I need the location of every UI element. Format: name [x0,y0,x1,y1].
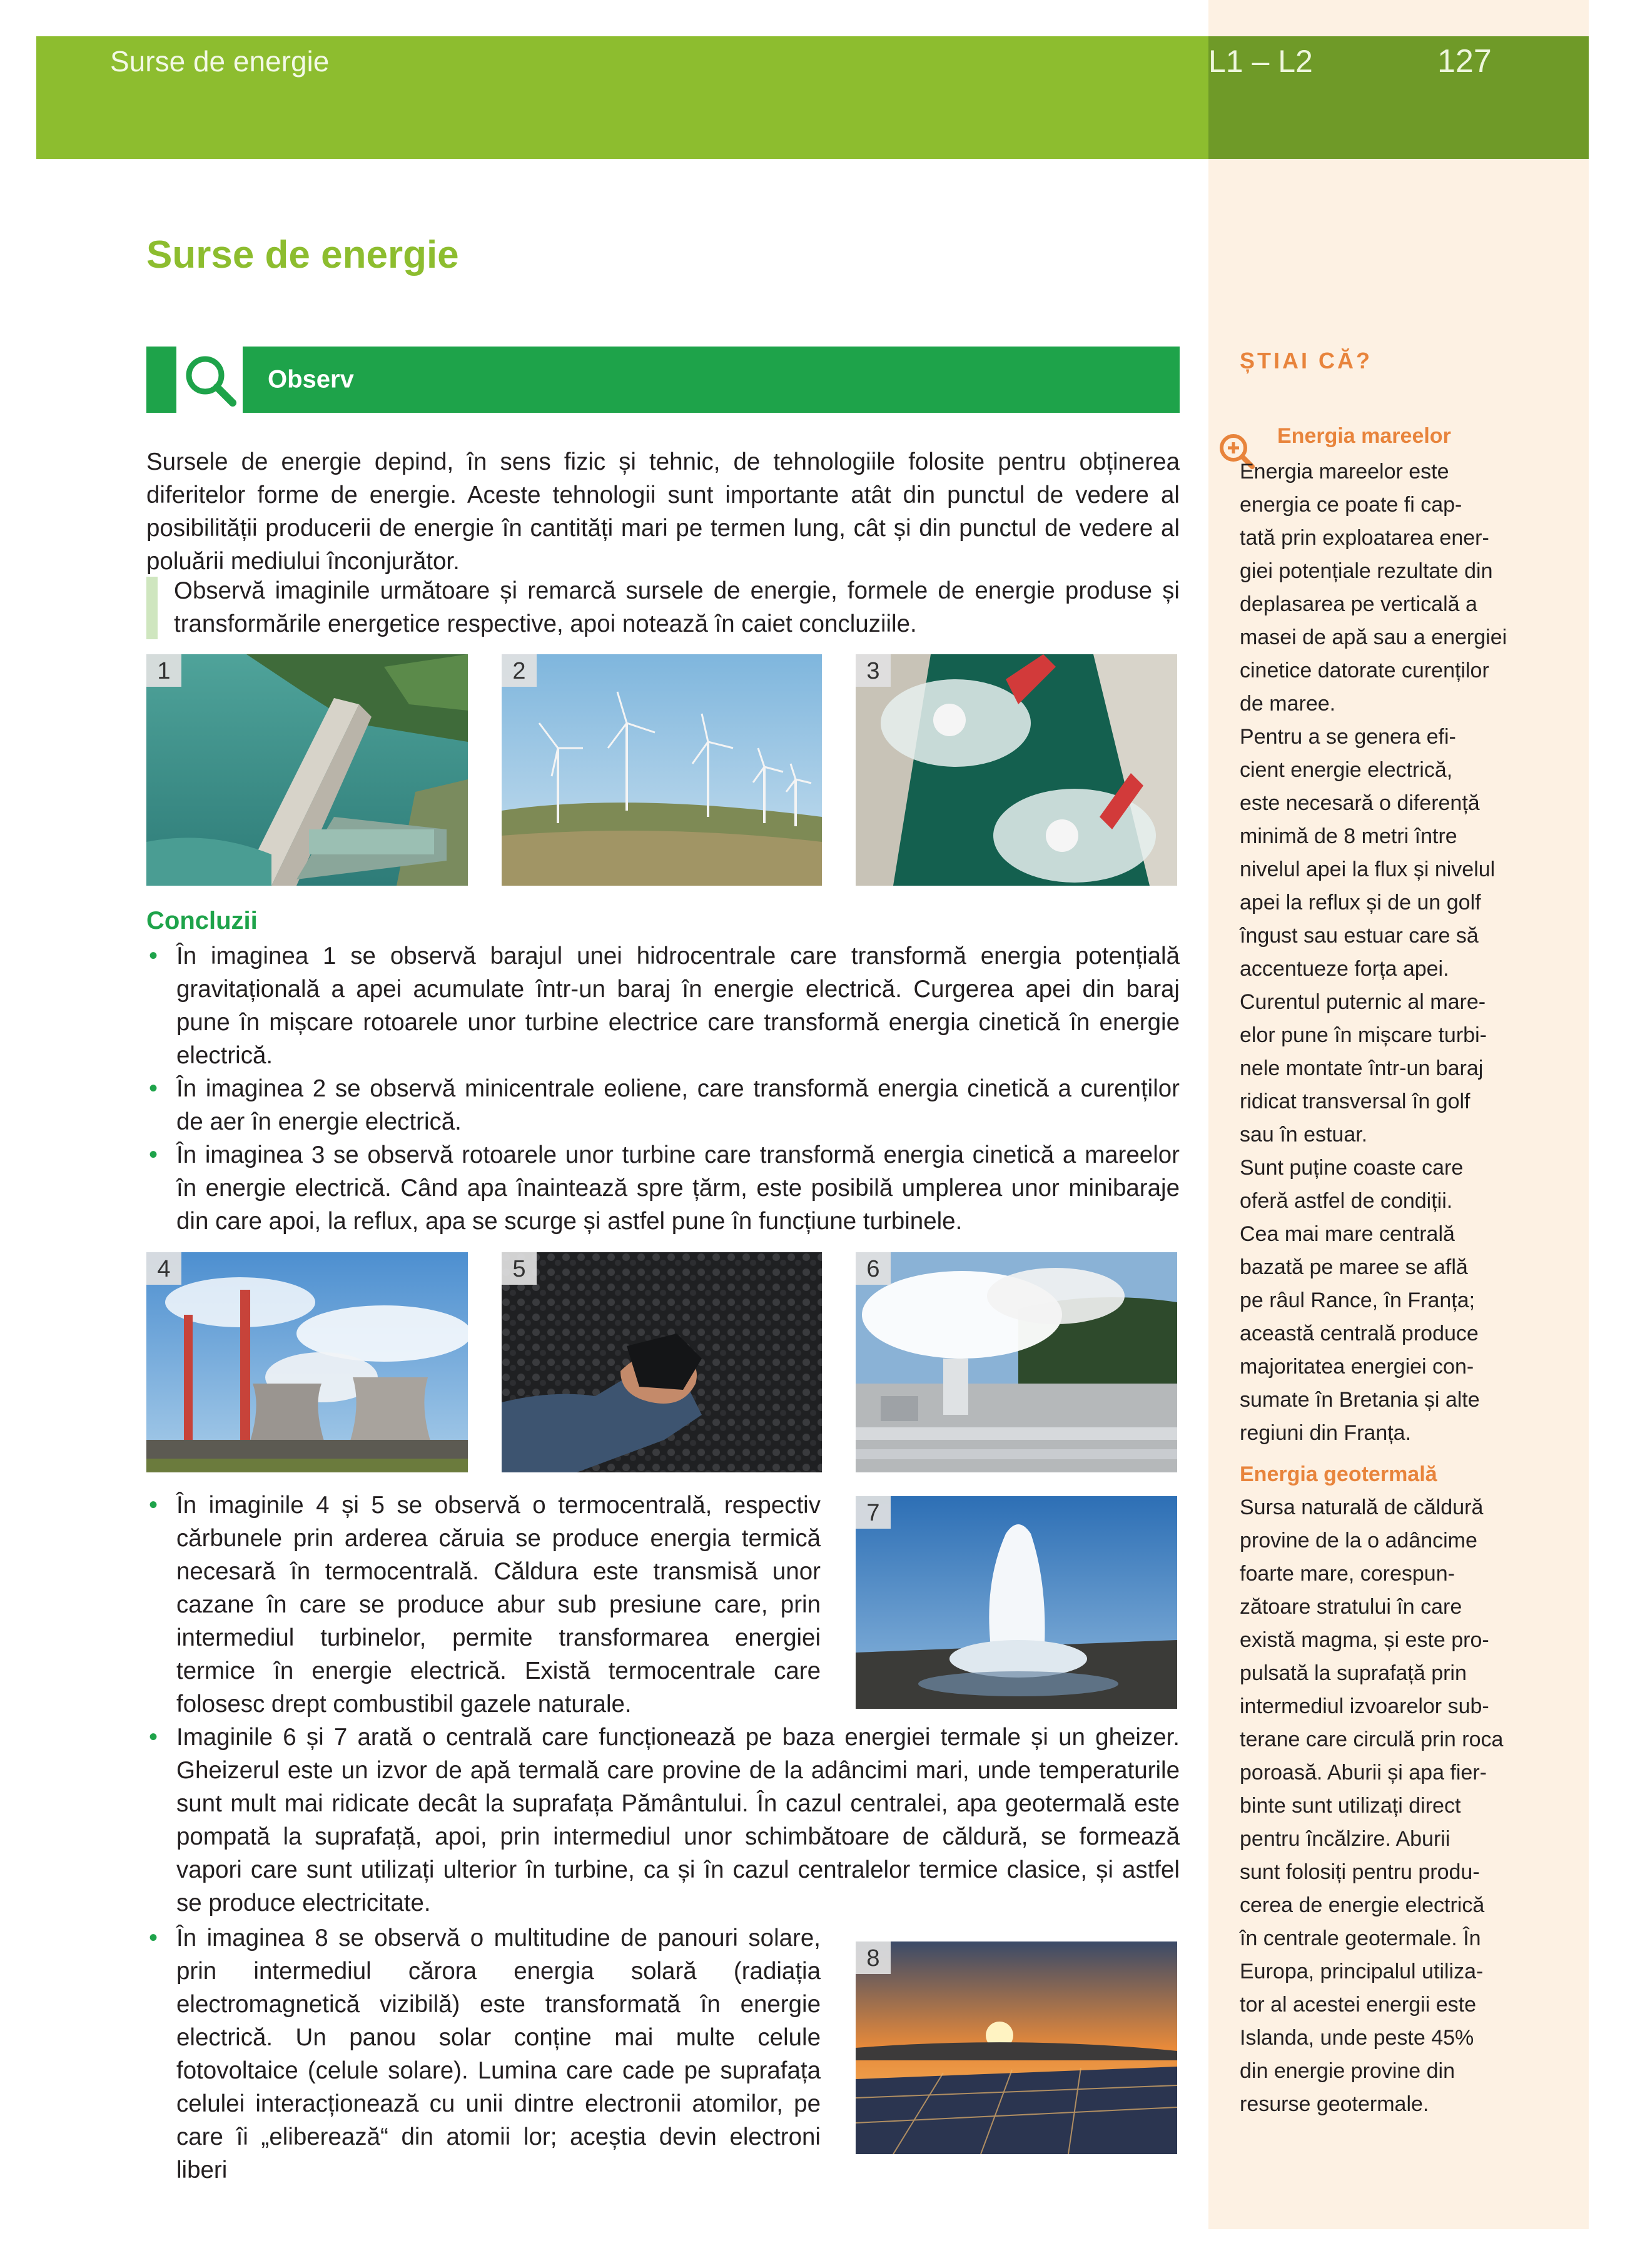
sidebar-tidal-text: Energia mareelor este energia ce poate fi cap- tată prin exploatarea ener- giei potențiale rezultate din deplasarea pe verticală a masei de apă sau a energiei cinetice datorate curenților de maree. Pentru a se genera efi- cient energie electrică, este necesară o diferență minimă de 8 metri între nivelul apei la flux și nivelul apei la reflux și de un golf îngust sau estuar care să accentueze forța apei. Curentul puternic al mare- elor pune în mișcare turbi- nele montate într-un baraj ridicat transversal în golf sau în estuar. Sunt puține coaste care oferă astfel de condiții. Cea mai mare centrală bazată pe maree se află pe râul Rance, în Franța; această centrală produce majoritatea energiei con- sumate în Bretania și alte regiuni din Franța. [1240,460,1507,1445]
photo-number: 6 [856,1252,891,1285]
instruction-bar [146,577,158,639]
photo-geyser [856,1496,1177,1709]
observ-label: Observ [268,365,354,393]
photo-number: 3 [856,654,891,687]
observ-section-bar [146,347,1180,413]
header-section-title: Surse de energie [110,45,330,78]
conclusion-item: • În imaginea 8 se observă o multitudine de panouri solare, prin intermediul cărora energia solară (radiația electromagnetică vizibilă) este transformată în energie electrică. Un panou solar conține mai multe celule fotovoltaice (celule solare). Lumina care cade pe suprafața celulei interacționează cu unii dintre electronii atomilor, pe care îi „eliberează“ din atomii lor; aceștia devin electroni liberi [146,1921,821,2187]
instruction-paragraph: Observă imaginile următoare și remarcă sursele de energie, formele de energie produse și transformările energetice respective, apoi notează în caiet concluziile. [174,577,1180,637]
photo-number: 8 [856,1941,891,1974]
conclusion-item: • În imaginea 3 se observă rotoarele unor turbine care transformă energia cinetică a mareelor în energie electrică. Când apa înaintează spre țărm, este posibilă umplerea unor minibaraje din care apoi, la reflux, apa se scurge și astfel pune în funcțiune turbinele. [146,1138,1180,1238]
conclusions-title: Concluzii [146,907,258,934]
photo-coal [502,1252,822,1472]
conclusions-list-1 [146,939,1180,1238]
photo-wind-turbines [502,654,822,886]
sidebar-tidal-heading: Energia mareelor [1277,424,1451,448]
intro-paragraph: Sursele de energie depind, în sens fizic și tehnic, de tehnologiile folosite pentru obținerea diferitelor forme de energie. Aceste tehnologii sunt importante atât din punctul de vedere al posibilității producerii de energie în cantități mari pe termen lung, cât și din punctul de vedere al poluării mediului înconjurător. [146,448,1180,575]
observ-label-band [243,347,1180,413]
photo-number: 4 [146,1252,181,1285]
conclusions-list-4 [146,1921,821,2187]
photo-hydro-dam [146,654,468,886]
conclusions-list-3 [146,1721,1180,1920]
header-lesson-label: L1 – L2 [1208,44,1313,79]
conclusions-list-2 [146,1489,821,1721]
observ-accent [146,347,176,413]
photo-number: 2 [502,654,537,687]
page-number: 127 [1437,43,1492,79]
conclusion-item: • În imaginea 1 se observă barajul unei hidrocentrale care transformă energia potențială gravitațională a apei acumulate într-un baraj în energie electrică. Curgerea apei din baraj pune în mișcare rotoarele unor turbine electrice care transformă energia cinetică în energie electrică. [146,939,1180,1072]
photo-tidal-turbines [856,654,1177,886]
photo-number: 7 [856,1496,891,1529]
photo-solar-panels [856,1941,1177,2154]
conclusion-item: • În imaginea 2 se observă minicentrale eoliene, care transformă energia cinetică a curenților de aer în energie electrică. [146,1072,1180,1138]
photo-geothermal-plant [856,1252,1177,1472]
sidebar-title: ȘTIAI CĂ? [1240,348,1372,373]
page-title: Surse de energie [146,233,459,276]
sidebar-geothermal-heading: Energia geotermală [1240,1462,1437,1486]
magnifier-icon [176,347,243,413]
photo-number: 1 [146,654,181,687]
photo-number: 5 [502,1252,537,1285]
conclusion-item: • Imaginile 6 și 7 arată o centrală care funcționează pe baza energiei termale și un gheizer. Gheizerul este un izvor de apă termală care provine de la adâncimi mari, unde temperaturile sunt mult mai ridicate decât la suprafața Pământului. În cazul centralei, apa geotermală este pompată la suprafață, apoi, prin intermediul unor schimbătoare de căldură, se formează vapori care sunt utilizați ulterior în turbine, ca și în cazul centralelor termice clasice, și astfel se produce electricitate. [146,1721,1180,1920]
conclusion-item: • În imaginile 4 și 5 se observă o termocentrală, respectiv cărbunele prin arderea căruia se produce energia termică necesară în termocentrală. Căldura este transmisă unor cazane în care se produce abur sub presiune care, prin intermediul turbinelor, permite transformarea energiei termice în energie electrică. Există termocentrale care folosesc drept combustibil gazele naturale. [146,1489,821,1721]
photo-thermal-plant [146,1252,468,1472]
sidebar-geothermal-text: Sursa naturală de căldură provine de la o adâncime foarte mare, corespun- zătoare stratului în care există magma, și este pro- pulsată la suprafață prin intermediul izvoarelor sub- terane care circulă prin roca poroasă. Aburii și apa fier- binte sunt utilizați direct pentru încălzire. Aburii sunt folosiți pentru produ- cerea de energie electrică în centrale geotermale. În Europa, principalul utiliza- tor al acestei energii este Islanda, unde peste 45% din energie provine din resurse geotermale. [1240,1496,1504,2116]
